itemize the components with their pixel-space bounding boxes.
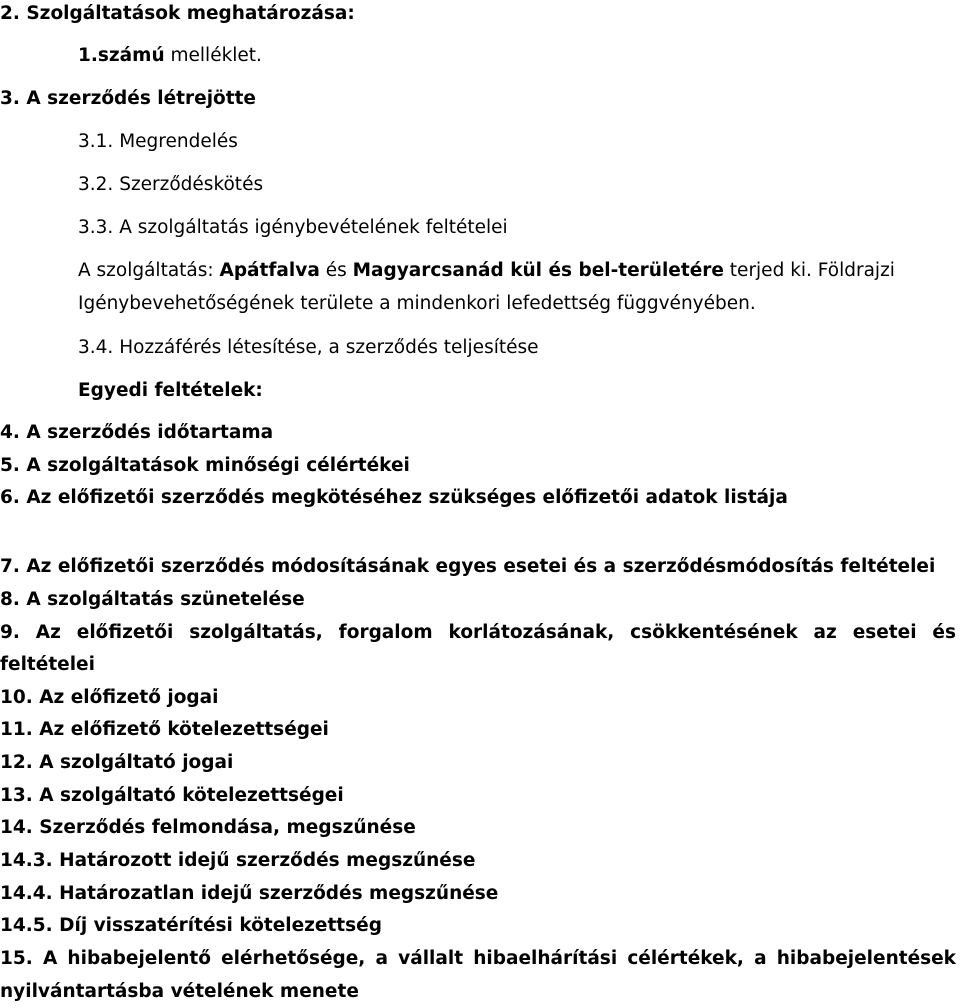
subheading-title: Hozzáférés létesítése, a szerződés teljesítése: [119, 337, 539, 358]
subheading-number: 3.2.: [78, 174, 114, 195]
heading-3: [0, 87, 256, 111]
heading-9-line-2: feltételei: [0, 654, 95, 675]
paragraph-text: A szolgáltatás:: [78, 260, 220, 281]
subheading-3-3: [78, 216, 508, 240]
heading-6: [0, 486, 788, 510]
subheading-title: Szerződéskötés: [119, 174, 264, 195]
place-name: Apátfalva: [219, 260, 320, 281]
heading-number: 14.3.: [0, 850, 53, 871]
heading-title: Az előfizető jogai: [39, 687, 219, 708]
subheading-number: 3.1.: [78, 131, 114, 152]
heading-number: 4.: [0, 422, 20, 443]
subheading-number: 3.3.: [78, 217, 114, 238]
heading-5: [0, 454, 410, 478]
heading-title: A szolgáltató kötelezettségei: [39, 785, 344, 806]
heading-title: Díj visszatérítési kötelezettség: [59, 915, 382, 936]
heading-title: Az előfizetői szerződés megkötéséhez szükséges előfizetői adatok listája: [26, 487, 788, 508]
subheading-3-1: [78, 130, 238, 154]
subheading-title: Megrendelés: [119, 131, 238, 152]
heading-number: 6.: [0, 487, 20, 508]
heading-10: [0, 686, 219, 710]
heading-14-3: [0, 849, 475, 873]
heading-number: 3.: [0, 88, 20, 109]
heading-title: Az előfizető kötelezettségei: [39, 719, 329, 740]
heading-number: 11.: [0, 719, 33, 740]
heading-title: Szerződés felmondása, megszűnése: [39, 817, 416, 838]
heading-number: 14.5.: [0, 915, 53, 936]
heading-number: 7.: [0, 556, 20, 577]
heading-11: [0, 718, 329, 742]
subheading-number: 3.4.: [78, 337, 114, 358]
heading-number: 8.: [0, 589, 20, 610]
heading-title: A szolgáltatások minőségi célértékei: [26, 455, 410, 476]
heading-number: 10.: [0, 687, 33, 708]
heading-title: Az előfizetői szerződés módosításának egyes esetei és a szerződésmódosítás feltételei: [26, 556, 936, 577]
paragraph-line-1: [78, 259, 895, 283]
heading-title: A szerződés létrejötte: [26, 88, 256, 109]
heading-12: [0, 751, 233, 775]
heading-14-4: [0, 882, 498, 906]
heading-number: 14.: [0, 817, 33, 838]
heading-title: Határozatlan idejű szerződés megszűnése: [59, 883, 499, 904]
subheading-3-4: [78, 336, 539, 360]
heading-4: [0, 421, 273, 445]
annex-reference: [78, 44, 262, 68]
heading-15-line-2: nyilvántartásba vételének menete: [0, 981, 359, 1002]
heading-number: 5.: [0, 455, 20, 476]
heading-number: 13.: [0, 785, 33, 806]
heading-title: Szolgáltatások meghatározása:: [26, 3, 355, 24]
paragraph-text: terjed ki. Földrajzi: [723, 260, 895, 281]
place-name: Magyarcsanád kül és bel-területére: [352, 260, 724, 281]
heading-15-line-1: 15. A hibabejelentő elérhetősége, a vállalt hibaelhárítási célértékek, a hibabejelentések: [0, 948, 956, 969]
paragraph-line-2: Igénybevehetőségének területe a mindenkori lefedettség függvényében.: [78, 293, 756, 314]
annex-number: 1.számú: [78, 45, 165, 66]
egyedi-feltetelek-label: Egyedi feltételek:: [78, 380, 263, 401]
heading-7: [0, 555, 935, 579]
subheading-3-2: [78, 173, 263, 197]
heading-14: [0, 816, 416, 840]
paragraph-text: és: [319, 260, 353, 281]
heading-number: 2.: [0, 3, 20, 24]
heading-9-line-1: 9. Az előfizetői szolgáltatás, forgalom korlátozásának, csökkentésének az esetei és: [0, 622, 956, 643]
heading-title: Határozott idejű szerződés megszűnése: [59, 850, 476, 871]
heading-number: 14.4.: [0, 883, 53, 904]
heading-2: [0, 2, 355, 26]
heading-8: [0, 588, 305, 612]
annex-text: melléklet.: [164, 45, 262, 66]
subheading-title: A szolgáltatás igénybevételének feltételei: [119, 217, 508, 238]
heading-title: A szerződés időtartama: [26, 422, 274, 443]
heading-number: 12.: [0, 752, 33, 773]
heading-13: [0, 784, 344, 808]
heading-title: A szolgáltató jogai: [39, 752, 234, 773]
heading-14-5: [0, 914, 382, 938]
heading-title: A szolgáltatás szünetelése: [26, 589, 305, 610]
